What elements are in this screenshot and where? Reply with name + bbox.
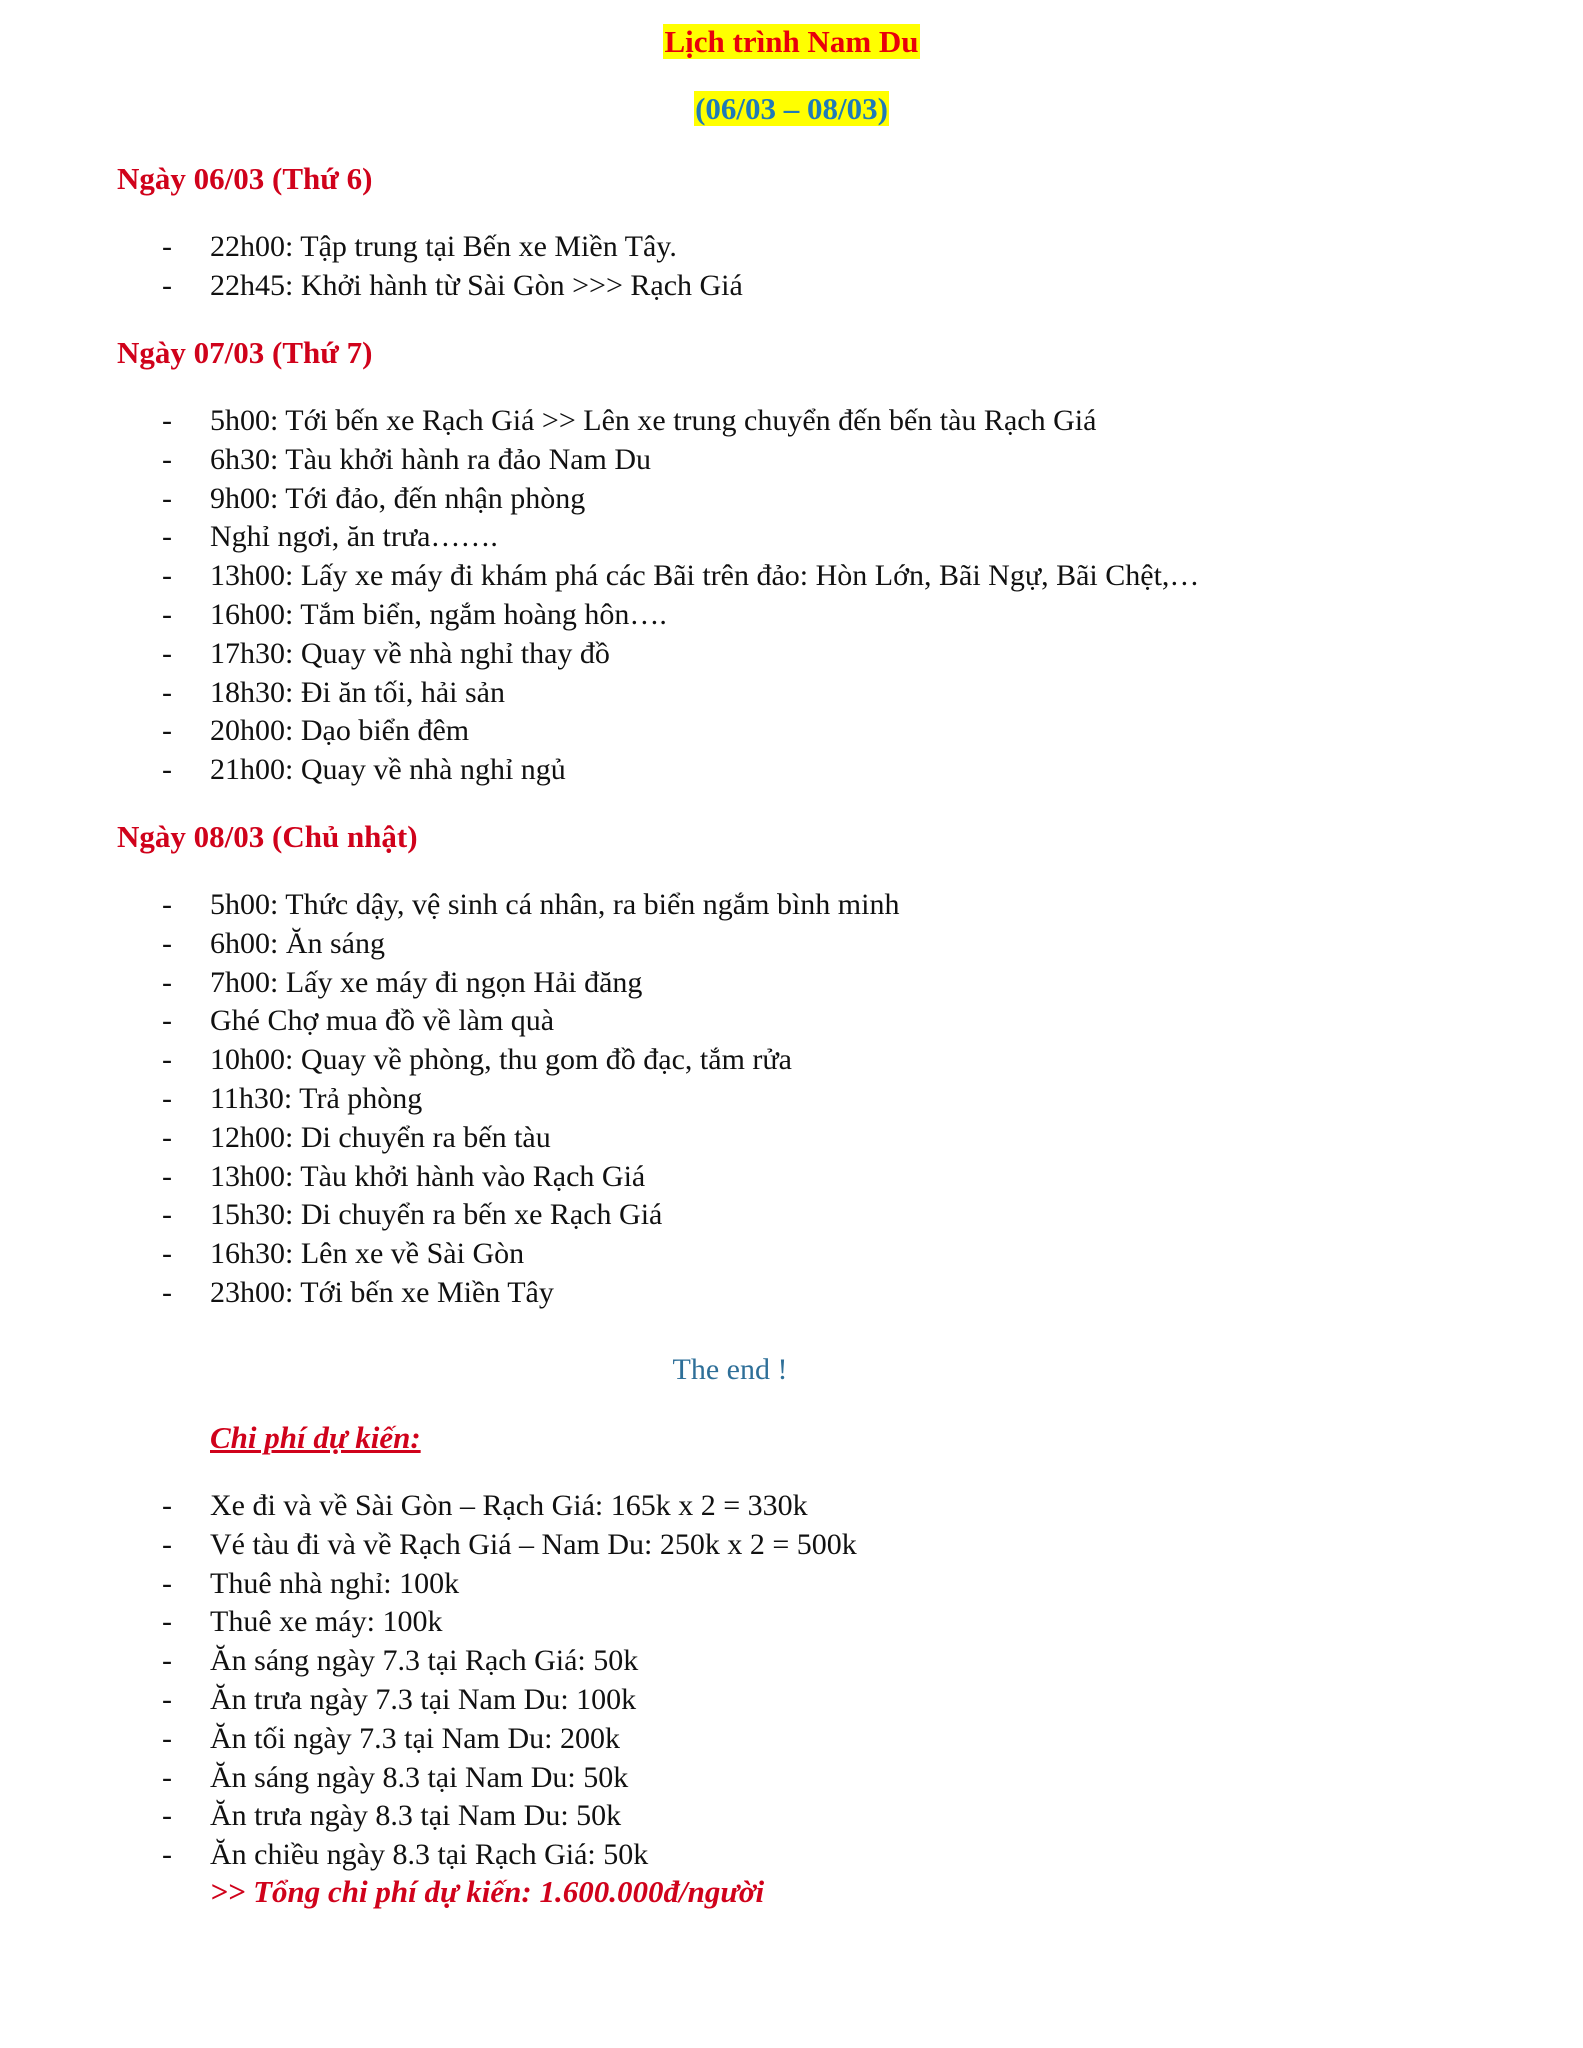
day-heading-06-03: Ngày 06/03 (Thứ 6): [117, 161, 373, 196]
bullet-dash: -: [162, 1566, 172, 1600]
bullet-dash: -: [162, 520, 172, 554]
day-heading-08-03: Ngày 08/03 (Chủ nhật): [117, 819, 418, 854]
list-item-text: 21h00: Quay về nhà nghỉ ngủ: [210, 753, 566, 787]
bullet-dash: -: [162, 230, 172, 263]
list-item-text: 10h00: Quay về phòng, thu gom đồ đạc, tắm rửa: [210, 1043, 792, 1077]
list-item-text: 20h00: Dạo biển đêm: [210, 714, 470, 748]
bullet-dash: -: [162, 1799, 172, 1833]
bullet-dash: -: [162, 1081, 172, 1115]
bullet-dash: -: [162, 404, 172, 437]
list-item-text: Nghỉ ngơi, ăn trưa…….: [210, 520, 498, 554]
list-item-text: Ghé Chợ mua đồ về làm quà: [210, 1004, 555, 1038]
bullet-dash: -: [162, 1159, 172, 1193]
bullet-dash: -: [162, 1644, 172, 1678]
bullet-dash: -: [162, 1838, 172, 1872]
bullet-dash: -: [162, 675, 172, 709]
list-item-text: 22h45: Khởi hành từ Sài Gòn >>> Rạch Giá: [210, 268, 743, 302]
bullet-dash: -: [162, 442, 172, 476]
cost-item-text: Xe đi và về Sài Gòn – Rạch Giá: 165k x 2 = 330k: [210, 1489, 808, 1522]
list-item-text: 6h00: Ăn sáng: [210, 926, 385, 960]
list-item-text: 13h00: Tàu khởi hành vào Rạch Giá: [210, 1159, 646, 1193]
list-item-text: 11h30: Trả phòng: [210, 1081, 423, 1115]
bullet-dash: -: [162, 1004, 172, 1038]
cost-item-text: Vé tàu đi và về Rạch Giá – Nam Du: 250k x 2 = 500k: [210, 1527, 857, 1561]
date-range: (06/03 – 08/03): [695, 91, 888, 126]
list-item-text: 5h00: Thức dậy, vệ sinh cá nhân, ra biển ngắm bình minh: [210, 888, 900, 921]
list-item-text: 16h00: Tắm biển, ngắm hoàng hôn….: [210, 597, 667, 631]
list-item-text: 22h00: Tập trung tại Bến xe Miền Tây.: [210, 230, 677, 263]
bullet-dash: -: [162, 1043, 172, 1077]
bullet-dash: -: [162, 1760, 172, 1794]
cost-heading: Chi phí dự kiến:: [210, 1420, 421, 1455]
list-item-text: 18h30: Đi ăn tối, hải sản: [210, 675, 505, 709]
bullet-dash: -: [162, 888, 172, 921]
bullet-dash: -: [162, 1275, 172, 1309]
bullet-dash: -: [162, 926, 172, 960]
list-item-text: 6h30: Tàu khởi hành ra đảo Nam Du: [210, 442, 652, 476]
list-item-text: 9h00: Tới đảo, đến nhận phòng: [210, 481, 586, 515]
cost-item-text: Ăn trưa ngày 7.3 tại Nam Du: 100k: [210, 1682, 637, 1716]
cost-item-text: Ăn sáng ngày 8.3 tại Nam Du: 50k: [210, 1760, 629, 1794]
bullet-dash: -: [162, 1682, 172, 1716]
bullet-dash: -: [162, 714, 172, 748]
bullet-dash: -: [162, 636, 172, 670]
list-item-text: 5h00: Tới bến xe Rạch Giá >> Lên xe trung chuyển đến bến tàu Rạch Giá: [210, 404, 1097, 437]
cost-item-text: Ăn tối ngày 7.3 tại Nam Du: 200k: [210, 1721, 620, 1755]
list-item-text: 7h00: Lấy xe máy đi ngọn Hải đăng: [210, 965, 643, 999]
total-cost: >> Tổng chi phí dự kiến: 1.600.000đ/người: [210, 1874, 765, 1909]
bullet-dash: -: [162, 1120, 172, 1154]
the-end-text: The end !: [672, 1353, 788, 1386]
bullet-dash: -: [162, 597, 172, 631]
bullet-dash: -: [162, 753, 172, 787]
bullet-dash: -: [162, 268, 172, 302]
bullet-dash: -: [162, 1605, 172, 1639]
document-title-wrap: [0, 24, 1583, 60]
bullet-dash: -: [162, 965, 172, 999]
list-item-text: 12h00: Di chuyển ra bến tàu: [210, 1120, 551, 1154]
cost-item-text: Thuê nhà nghỉ: 100k: [210, 1566, 460, 1600]
cost-item-text: Thuê xe máy: 100k: [210, 1605, 443, 1639]
list-item-text: 17h30: Quay về nhà nghỉ thay đồ: [210, 636, 610, 670]
bullet-dash: -: [162, 1721, 172, 1755]
date-range-wrap: [0, 91, 1583, 127]
bullet-dash: -: [162, 1489, 172, 1522]
bullet-dash: -: [162, 559, 172, 593]
bullet-dash: -: [162, 1237, 172, 1271]
cost-item-text: Ăn trưa ngày 8.3 tại Nam Du: 50k: [210, 1799, 622, 1833]
bullet-dash: -: [162, 1527, 172, 1561]
cost-item-text: Ăn sáng ngày 7.3 tại Rạch Giá: 50k: [210, 1644, 639, 1678]
list-item-text: 23h00: Tới bến xe Miền Tây: [210, 1275, 554, 1309]
day-heading-07-03: Ngày 07/03 (Thứ 7): [117, 335, 373, 370]
bullet-dash: -: [162, 481, 172, 515]
cost-item-text: Ăn chiều ngày 8.3 tại Rạch Giá: 50k: [210, 1838, 649, 1872]
document-title: Lịch trình Nam Du: [664, 24, 919, 59]
list-item-text: 15h30: Di chuyển ra bến xe Rạch Giá: [210, 1198, 663, 1232]
list-item-text: 13h00: Lấy xe máy đi khám phá các Bãi trên đảo: Hòn Lớn, Bãi Ngự, Bãi Chệt,…: [210, 559, 1200, 593]
list-item-text: 16h30: Lên xe về Sài Gòn: [210, 1237, 525, 1271]
bullet-dash: -: [162, 1198, 172, 1232]
